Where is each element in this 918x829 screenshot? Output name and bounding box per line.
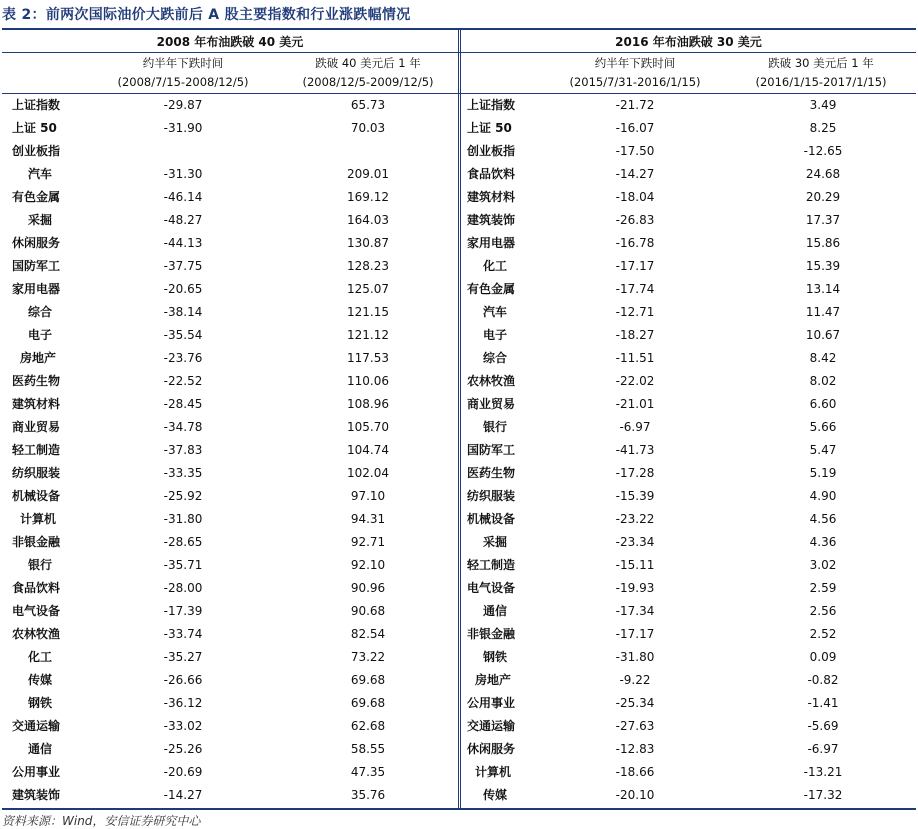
table-row	[2, 369, 458, 392]
table-row	[2, 415, 458, 438]
table-row	[2, 507, 458, 530]
table-row	[2, 783, 458, 806]
row-label: 综合	[28, 305, 53, 319]
value-after: 4.56	[809, 511, 837, 526]
row-label: 采掘	[483, 535, 508, 549]
row-label: 医药生物	[12, 374, 61, 388]
table-row	[461, 254, 916, 277]
left-col1-header	[88, 54, 278, 92]
table-row	[2, 254, 458, 277]
value-after: 17.37	[805, 212, 841, 227]
value-after: 128.23	[347, 258, 389, 273]
value-decline: -37.75	[163, 258, 203, 273]
value-decline: -28.00	[163, 580, 203, 595]
table-row	[2, 162, 458, 185]
value-decline: -15.11	[615, 557, 655, 572]
table-row	[461, 162, 916, 185]
row-label: 计算机	[20, 512, 57, 526]
table-row	[461, 737, 916, 760]
table-row	[2, 323, 458, 346]
value-after: -13.21	[803, 764, 843, 779]
right-col1-range: (2015/7/31-2016/1/15)	[569, 75, 701, 89]
row-label: 电气设备	[12, 604, 61, 618]
table-row	[461, 323, 916, 346]
row-label: 有色金属	[467, 282, 516, 296]
value-decline: -25.26	[163, 741, 203, 756]
table-row	[2, 93, 458, 116]
value-after: 108.96	[347, 396, 389, 411]
value-after: 92.10	[350, 557, 386, 572]
row-label: 非银金融	[12, 535, 61, 549]
row-label: 创业板指	[12, 144, 61, 158]
value-after: 94.31	[350, 511, 386, 526]
row-label: 公用事业	[12, 765, 61, 779]
value-after: -0.82	[807, 672, 839, 687]
table-row	[461, 369, 916, 392]
row-label: 房地产	[20, 351, 57, 365]
value-decline: -48.27	[163, 212, 203, 227]
value-after: 3.49	[809, 97, 837, 112]
value-decline: -25.34	[615, 695, 655, 710]
value-after: 10.67	[805, 327, 841, 342]
row-label: 创业板指	[467, 144, 516, 158]
row-label: 通信	[28, 742, 53, 756]
table-row	[461, 645, 916, 668]
value-after: 125.07	[347, 281, 389, 296]
row-label: 有色金属	[12, 190, 61, 204]
row-label: 房地产	[475, 673, 512, 687]
table-row	[2, 208, 458, 231]
row-label: 计算机	[475, 765, 512, 779]
value-after: 82.54	[350, 626, 386, 641]
row-label: 机械设备	[12, 489, 61, 503]
table-row	[2, 576, 458, 599]
table-row	[461, 599, 916, 622]
row-label: 上证 50	[467, 121, 512, 135]
value-decline: -21.72	[615, 97, 655, 112]
value-decline: -22.02	[615, 373, 655, 388]
row-label: 汽车	[28, 167, 53, 181]
value-decline: -17.50	[615, 143, 655, 158]
row-label: 交通运输	[12, 719, 61, 733]
row-label: 休闲服务	[467, 742, 516, 756]
row-label: 纺织服装	[12, 466, 61, 480]
table-row	[461, 484, 916, 507]
row-label: 建筑材料	[467, 190, 516, 204]
value-after: 24.68	[805, 166, 841, 181]
table-row	[461, 760, 916, 783]
table-row	[461, 461, 916, 484]
row-label: 国防军工	[467, 443, 516, 457]
table-row	[2, 438, 458, 461]
value-after: 58.55	[350, 741, 386, 756]
value-decline: -31.80	[163, 511, 203, 526]
value-after: 5.47	[809, 442, 837, 457]
value-decline: -20.69	[163, 764, 203, 779]
table-row	[461, 300, 916, 323]
value-decline: -16.07	[615, 120, 655, 135]
value-decline: -35.54	[163, 327, 203, 342]
value-decline: -31.30	[163, 166, 203, 181]
value-after: 90.68	[350, 603, 386, 618]
value-decline: -14.27	[615, 166, 655, 181]
header-rule	[2, 52, 916, 53]
table-row	[461, 116, 916, 139]
value-after: 2.59	[809, 580, 837, 595]
value-after: 164.03	[347, 212, 389, 227]
value-decline: -6.97	[619, 419, 651, 434]
row-label: 钢铁	[28, 696, 53, 710]
left-section-header: 2008 年布油跌破 40 美元	[156, 35, 304, 49]
value-decline: -31.90	[163, 120, 203, 135]
value-decline: -25.92	[163, 488, 203, 503]
table-row	[461, 507, 916, 530]
value-after: 8.42	[809, 350, 837, 365]
value-after: 69.68	[350, 695, 386, 710]
value-after: 62.68	[350, 718, 386, 733]
value-after: 130.87	[347, 235, 389, 250]
value-decline: -41.73	[615, 442, 655, 457]
table-row	[461, 93, 916, 116]
table-row	[2, 300, 458, 323]
value-after: 8.25	[809, 120, 837, 135]
value-decline: -20.65	[163, 281, 203, 296]
value-decline: -35.71	[163, 557, 203, 572]
value-decline: -20.10	[615, 787, 655, 802]
table-row	[461, 438, 916, 461]
table-row	[461, 783, 916, 806]
row-label: 农林牧渔	[12, 627, 61, 641]
value-decline: -26.83	[615, 212, 655, 227]
value-decline: -23.34	[615, 534, 655, 549]
value-decline: -26.66	[163, 672, 203, 687]
table-row	[461, 668, 916, 691]
table-row	[2, 599, 458, 622]
row-label: 国防军工	[12, 259, 61, 273]
value-after: -17.32	[803, 787, 843, 802]
table-row	[461, 392, 916, 415]
value-decline: -11.51	[615, 350, 655, 365]
row-label: 上证指数	[12, 98, 61, 112]
value-after: 35.76	[350, 787, 386, 802]
table-row	[2, 622, 458, 645]
value-decline: -18.27	[615, 327, 655, 342]
value-decline: -17.28	[615, 465, 655, 480]
value-decline: -17.34	[615, 603, 655, 618]
row-label: 上证 50	[12, 121, 57, 135]
value-decline: -17.39	[163, 603, 203, 618]
row-label: 电子	[483, 328, 508, 342]
table-row	[461, 691, 916, 714]
table-row	[461, 277, 916, 300]
value-decline: -22.52	[163, 373, 203, 388]
value-decline: -21.01	[615, 396, 655, 411]
value-after: 90.96	[350, 580, 386, 595]
row-label: 传媒	[483, 788, 508, 802]
value-decline: -44.13	[163, 235, 203, 250]
value-after: 2.52	[809, 626, 837, 641]
value-after: -5.69	[807, 718, 839, 733]
value-decline: -12.83	[615, 741, 655, 756]
table-row	[461, 139, 916, 162]
left-col1-range: (2008/7/15-2008/12/5)	[117, 75, 249, 89]
value-decline: -33.02	[163, 718, 203, 733]
row-label: 化工	[483, 259, 508, 273]
value-after: 209.01	[347, 166, 389, 181]
table-row	[2, 530, 458, 553]
value-after: 0.09	[809, 649, 837, 664]
source-note: 资料来源：Wind，安信证券研究中心	[2, 814, 201, 828]
value-after	[278, 139, 458, 162]
value-decline: -23.22	[615, 511, 655, 526]
value-after: 110.06	[347, 373, 389, 388]
table-row	[2, 116, 458, 139]
table-row	[461, 622, 916, 645]
table-row	[2, 668, 458, 691]
value-after: 47.35	[350, 764, 386, 779]
table-row	[2, 346, 458, 369]
right-section-header: 2016 年布油跌破 30 美元	[615, 35, 762, 49]
value-decline: -17.17	[615, 258, 655, 273]
row-label: 通信	[483, 604, 508, 618]
row-label: 家用电器	[12, 282, 61, 296]
value-decline: -14.27	[163, 787, 203, 802]
value-after: 92.71	[350, 534, 386, 549]
value-after: 70.03	[350, 120, 386, 135]
table-title: 表 2：前两次国际油价大跌前后 A 股主要指数和行业涨跌幅情况	[2, 7, 411, 23]
row-label: 建筑装饰	[467, 213, 516, 227]
right-col2-header	[728, 54, 914, 92]
row-label: 化工	[28, 650, 53, 664]
value-after: 4.36	[809, 534, 837, 549]
value-decline: -27.63	[615, 718, 655, 733]
row-label: 轻工制造	[467, 558, 516, 572]
value-after: 121.15	[347, 304, 389, 319]
row-label: 电子	[28, 328, 53, 342]
value-decline: -29.87	[163, 97, 203, 112]
row-label: 银行	[28, 558, 53, 572]
table-row	[461, 346, 916, 369]
row-label: 上证指数	[467, 98, 516, 112]
table-row	[2, 760, 458, 783]
table-row	[2, 185, 458, 208]
value-after: 3.02	[809, 557, 837, 572]
table-row	[461, 576, 916, 599]
value-after: 65.73	[350, 97, 386, 112]
value-decline: -33.35	[163, 465, 203, 480]
value-after: 69.68	[350, 672, 386, 687]
row-label: 建筑装饰	[12, 788, 61, 802]
value-after: 121.12	[347, 327, 389, 342]
value-decline: -12.71	[615, 304, 655, 319]
table-row	[2, 484, 458, 507]
value-after: 97.10	[350, 488, 386, 503]
row-label: 食品饮料	[467, 167, 516, 181]
value-after: 104.74	[347, 442, 389, 457]
table-row	[2, 714, 458, 737]
row-label: 食品饮料	[12, 581, 61, 595]
table-row	[2, 461, 458, 484]
value-decline: -9.22	[619, 672, 651, 687]
value-after: -1.41	[807, 695, 839, 710]
value-after: 105.70	[347, 419, 389, 434]
right-col1-label: 约半年下跌时间	[594, 56, 676, 70]
value-decline	[88, 139, 278, 162]
left-col1-label: 约半年下跌时间	[142, 56, 224, 70]
top-rule	[2, 28, 916, 30]
row-label: 采掘	[28, 213, 53, 227]
row-label: 电气设备	[467, 581, 516, 595]
value-decline: -28.45	[163, 396, 203, 411]
table-row	[2, 231, 458, 254]
row-label: 轻工制造	[12, 443, 61, 457]
row-label: 交通运输	[467, 719, 516, 733]
value-decline: -17.17	[615, 626, 655, 641]
value-after: 8.02	[809, 373, 837, 388]
row-label: 休闲服务	[12, 236, 61, 250]
row-label: 汽车	[483, 305, 508, 319]
table-row	[461, 415, 916, 438]
value-after: -6.97	[807, 741, 839, 756]
row-label: 机械设备	[467, 512, 516, 526]
value-decline: -31.80	[615, 649, 655, 664]
row-label: 商业贸易	[12, 420, 61, 434]
value-decline: -38.14	[163, 304, 203, 319]
left-col2-range: (2008/12/5-2009/12/5)	[302, 75, 434, 89]
right-col2-label: 跌破 30 美元后 1 年	[768, 56, 874, 70]
value-after: -12.65	[803, 143, 843, 158]
bottom-rule	[2, 808, 916, 810]
value-decline: -19.93	[615, 580, 655, 595]
row-label: 传媒	[28, 673, 53, 687]
row-label: 纺织服装	[467, 489, 516, 503]
row-label: 非银金融	[467, 627, 516, 641]
left-table	[2, 93, 458, 806]
value-after: 13.14	[805, 281, 841, 296]
table-row	[2, 392, 458, 415]
row-label: 银行	[483, 420, 508, 434]
right-col1-header	[540, 54, 730, 92]
value-after: 2.56	[809, 603, 837, 618]
value-after: 5.66	[809, 419, 837, 434]
value-decline: -23.76	[163, 350, 203, 365]
value-after: 20.29	[805, 189, 841, 204]
row-label: 家用电器	[467, 236, 516, 250]
row-label: 综合	[483, 351, 508, 365]
value-after: 117.53	[347, 350, 389, 365]
row-label: 农林牧渔	[467, 374, 516, 388]
value-after: 102.04	[347, 465, 389, 480]
value-decline: -28.65	[163, 534, 203, 549]
table-row	[2, 139, 458, 162]
table-row	[461, 553, 916, 576]
value-after: 15.39	[805, 258, 841, 273]
value-decline: -15.39	[615, 488, 655, 503]
column-separator	[458, 30, 459, 808]
right-table	[461, 93, 916, 806]
table-row	[461, 714, 916, 737]
value-after: 15.86	[805, 235, 841, 250]
value-after: 4.90	[809, 488, 837, 503]
table-row	[2, 737, 458, 760]
value-decline: -18.66	[615, 764, 655, 779]
value-decline: -18.04	[615, 189, 655, 204]
left-col2-label: 跌破 40 美元后 1 年	[315, 56, 421, 70]
value-after: 169.12	[347, 189, 389, 204]
value-decline: -34.78	[163, 419, 203, 434]
value-after: 6.60	[809, 396, 837, 411]
table-row	[461, 530, 916, 553]
table-row	[461, 185, 916, 208]
left-col2-header	[278, 54, 458, 92]
value-decline: -33.74	[163, 626, 203, 641]
right-col2-range: (2016/1/15-2017/1/15)	[755, 75, 887, 89]
row-label: 医药生物	[467, 466, 516, 480]
table-row	[461, 208, 916, 231]
value-decline: -17.74	[615, 281, 655, 296]
table-row	[2, 553, 458, 576]
value-decline: -35.27	[163, 649, 203, 664]
value-decline: -36.12	[163, 695, 203, 710]
value-after: 5.19	[809, 465, 837, 480]
value-decline: -37.83	[163, 442, 203, 457]
table-row	[2, 645, 458, 668]
table-row	[2, 277, 458, 300]
value-decline: -46.14	[163, 189, 203, 204]
table-row	[2, 691, 458, 714]
value-decline: -16.78	[615, 235, 655, 250]
row-label: 钢铁	[483, 650, 508, 664]
value-after: 11.47	[805, 304, 841, 319]
row-label: 建筑材料	[12, 397, 61, 411]
row-label: 公用事业	[467, 696, 516, 710]
row-label: 商业贸易	[467, 397, 516, 411]
table-row	[461, 231, 916, 254]
value-after: 73.22	[350, 649, 386, 664]
